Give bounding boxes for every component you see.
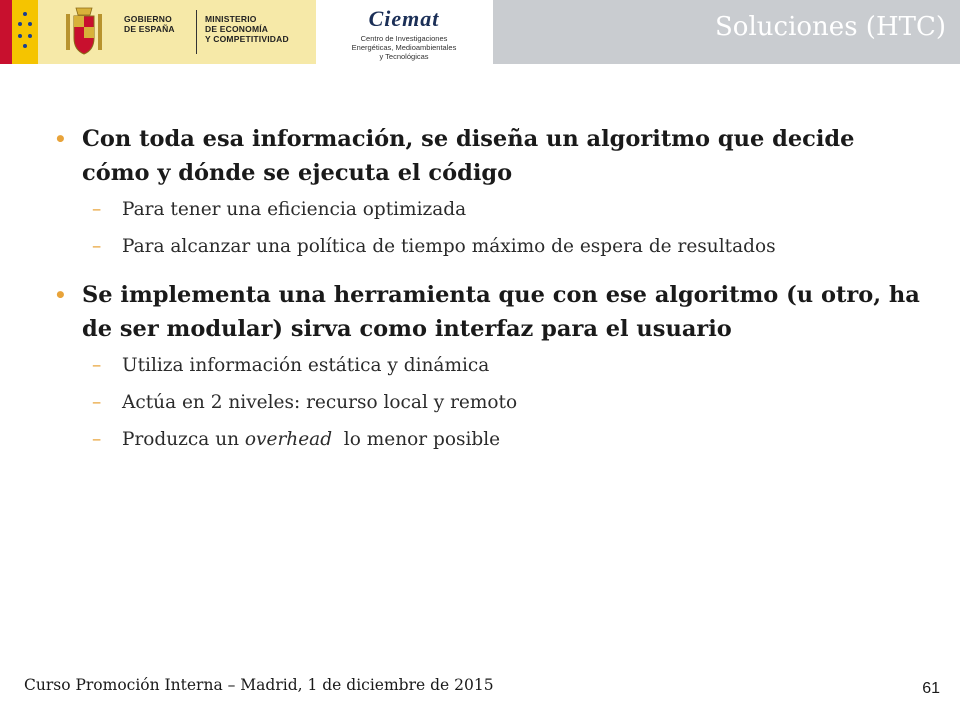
ciemat-subtitle <box>318 34 490 61</box>
bullet-item <box>50 278 920 346</box>
dash-icon: – <box>92 429 102 450</box>
coat-of-arms-icon <box>64 6 104 58</box>
overhead-term: overhead <box>244 429 333 450</box>
sub-bullet-item <box>50 196 920 223</box>
sub-bullet-text-end: lo menor posible <box>332 429 501 450</box>
ciemat-line-2: Energéticas, Medioambientales <box>351 43 457 52</box>
ciemat-line-3: y Tecnológicas <box>379 52 429 61</box>
sub-bullet-item <box>50 389 920 416</box>
sub-bullet-text: Para tener una eficiencia optimizada <box>122 199 467 220</box>
dash-icon: – <box>92 236 102 257</box>
ministry-line-2: DE ECONOMÍA <box>205 24 269 34</box>
title-bar <box>493 0 960 64</box>
page-number: 61 <box>922 680 940 697</box>
sub-bullet-text: Utiliza información estática y dinámica <box>122 355 490 376</box>
gov-line-2: DE ESPAÑA <box>124 24 175 34</box>
ministry-line-1: MINISTERIO <box>205 14 257 24</box>
slide-title: Soluciones (HTC) <box>715 12 946 42</box>
flag-red-stripe <box>0 0 12 64</box>
ciemat-line-1: Centro de Investigaciones <box>360 34 448 43</box>
sub-bullet-item <box>50 426 920 453</box>
ministry-label <box>205 14 289 44</box>
eu-stars-icon <box>12 0 38 64</box>
sub-bullet-text: Para alcanzar una política de tiempo máximo de espera de resultados <box>122 236 776 257</box>
slide-header <box>0 0 960 64</box>
dash-icon: – <box>92 392 102 413</box>
government-logo <box>38 0 316 64</box>
bullet-text: Se implementa una herramienta que con ese algoritmo (u otro, ha de ser modular) sirva como interfaz para el usuario <box>82 282 920 342</box>
flag-yellow-stripe <box>12 0 38 64</box>
ciemat-logo <box>318 0 490 64</box>
gov-line-1: GOBIERNO <box>124 14 172 24</box>
bullet-icon: • <box>54 127 67 151</box>
bullet-icon: • <box>54 283 67 307</box>
bullet-item <box>50 122 920 190</box>
slide-body <box>50 122 920 463</box>
ministry-line-3: Y COMPETITIVIDAD <box>205 34 289 44</box>
dash-icon: – <box>92 199 102 220</box>
footer-text: Curso Promoción Interna – Madrid, 1 de diciembre de 2015 <box>24 676 494 694</box>
logo-divider <box>196 10 197 54</box>
sub-bullet-item <box>50 233 920 260</box>
sub-bullet-item <box>50 352 920 379</box>
dash-icon: – <box>92 355 102 376</box>
government-label <box>124 14 175 34</box>
ciemat-wordmark: Ciemat <box>368 6 440 31</box>
sub-bullet-text: Produzca un <box>122 429 245 450</box>
eu-flag-strip <box>0 0 38 64</box>
bullet-text: Con toda esa información, se diseña un algoritmo que decide cómo y dónde se ejecuta el código <box>82 126 855 186</box>
sub-bullet-text: Actúa en 2 niveles: recurso local y remoto <box>122 392 518 413</box>
